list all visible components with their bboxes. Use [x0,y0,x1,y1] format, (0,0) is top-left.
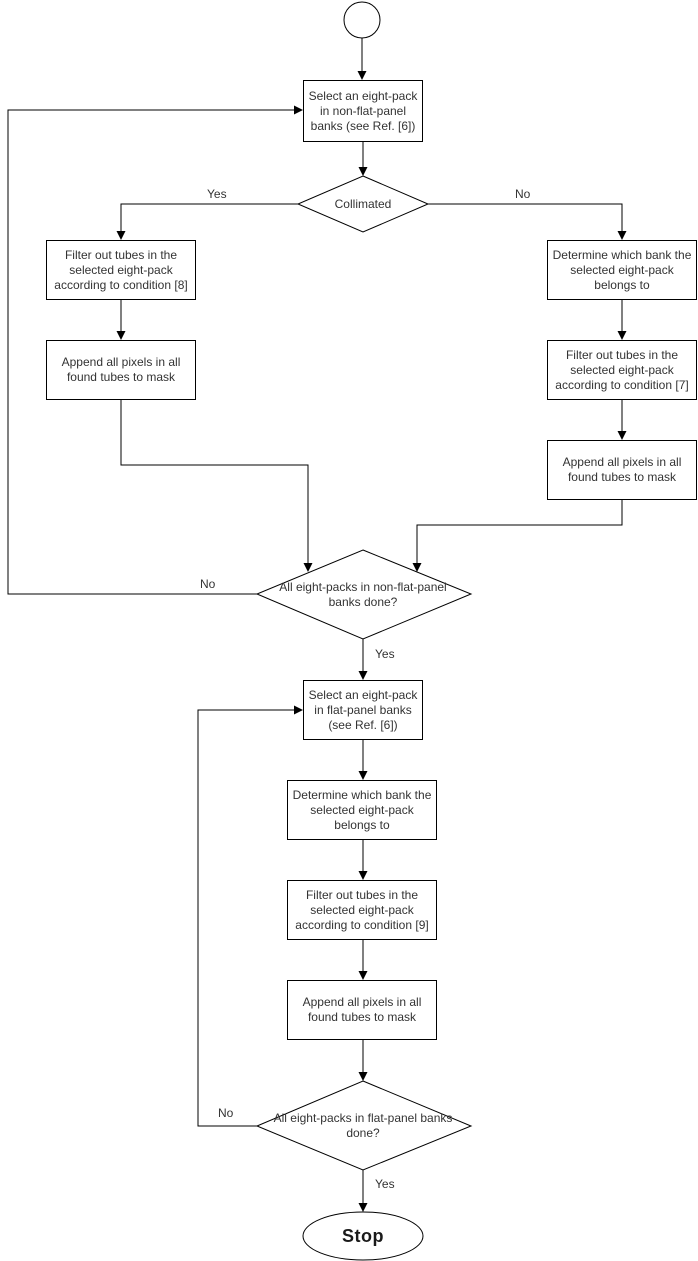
edge-label-fp-done-no: No [218,1106,234,1120]
label-nfp-done-decision: All eight-packs in non-flat-panel banks done? [279,579,447,609]
edge-append-left-to-nfp-done [121,400,308,571]
node-determine-bank-right: Determine which bank the selected eight-pack belongs to [547,240,697,300]
edge-label-fp-done-yes: Yes [375,1177,395,1191]
node-filter-condition-8: Filter out tubes in the selected eight-pack according to condition [8] [46,240,196,300]
edge-label-collimated-no: No [515,187,531,201]
start-circle [344,2,380,38]
node-append-pixels-left: Append all pixels in all found tubes to mask [46,340,196,400]
node-append-pixels-flat: Append all pixels in all found tubes to mask [287,980,437,1040]
node-filter-condition-7: Filter out tubes in the selected eight-pack according to condition [7] [547,340,697,400]
node-select-non-flat-panel: Select an eight-pack in non-flat-panel banks (see Ref. [6]) [303,80,423,142]
label-fp-done-decision: All eight-packs in flat-panel banks done? [273,1110,453,1140]
node-select-flat-panel: Select an eight-pack in flat-panel banks (see Ref. [6]) [303,680,423,740]
node-filter-condition-9: Filter out tubes in the selected eight-pack according to condition [9] [287,880,437,940]
edge-label-nfp-done-no: No [200,577,216,591]
edge-label-collimated-yes: Yes [207,187,227,201]
label-collimated-decision: Collimated [334,196,392,211]
label-stop: Stop [342,1225,384,1246]
edge-label-nfp-done-yes: Yes [375,647,395,661]
node-determine-bank-flat: Determine which bank the selected eight-pack belongs to [287,780,437,840]
node-append-pixels-right: Append all pixels in all found tubes to mask [547,440,697,500]
edge-collimated-no [428,204,622,239]
edge-collimated-yes [121,204,298,239]
